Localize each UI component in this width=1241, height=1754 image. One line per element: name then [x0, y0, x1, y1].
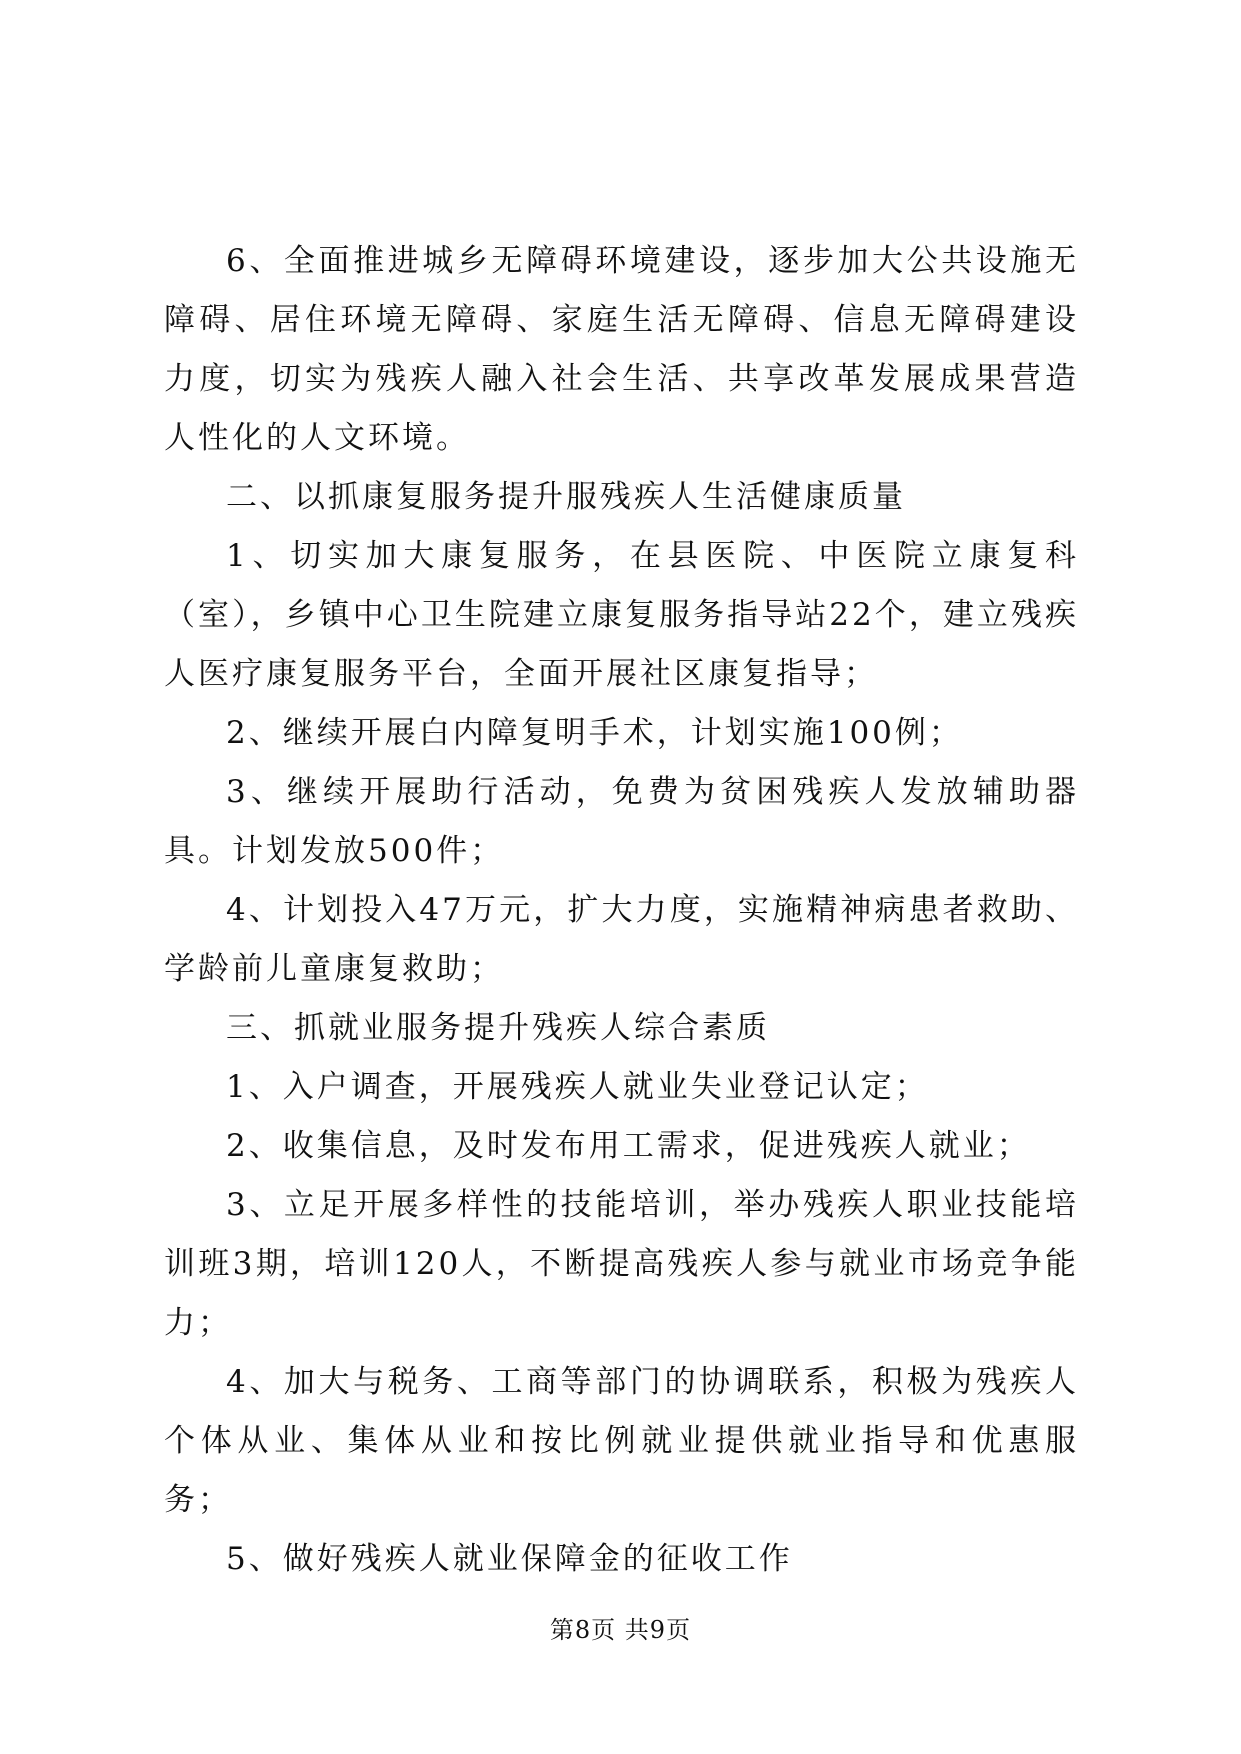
section-heading-rehabilitation: 二、以抓康复服务提升服残疾人生活健康质量 [226, 479, 906, 515]
paragraph-rehab-2: 2、继续开展白内障复明手术，计划实施100例； [226, 715, 963, 751]
page-number-footer: 第8页 共9页 [549, 1616, 692, 1644]
paragraph-rehab-3: 3、继续开展助行活动，免费为贫困残疾人发放辅助器具。计划发放500件； [164, 774, 1079, 869]
paragraph-employment-3: 3、立足开展多样性的技能培训，举办残疾人职业技能培训班3期，培训120人，不断提高残疾人参与就业市场竞争能力； [164, 1187, 1079, 1341]
paragraph-employment-2: 2、收集信息，及时发布用工需求，促进残疾人就业； [226, 1128, 1031, 1164]
paragraph-employment-4: 4、加大与税务、工商等部门的协调联系，积极为残疾人个体从业、集体从业和按比例就业提供就业指导和优惠服务； [164, 1364, 1079, 1518]
paragraph-employment-5: 5、做好残疾人就业保障金的征收工作 [226, 1541, 793, 1577]
paragraph-rehab-1: 1、切实加大康复服务，在县医院、中医院立康复科（室），乡镇中心卫生院建立康复服务指导站22个，建立残疾人医疗康复服务平台，全面开展社区康复指导； [164, 538, 1079, 692]
paragraph-barrier-free: 6、全面推进城乡无障碍环境建设，逐步加大公共设施无障碍、居住环境无障碍、家庭生活无障碍、信息无障碍建设力度，切实为残疾人融入社会生活、共享改革发展成果营造人性化的人文环境。 [164, 243, 1079, 456]
document-body [164, 232, 1079, 1589]
paragraph-rehab-4: 4、计划投入47万元，扩大力度，实施精神病患者救助、学龄前儿童康复救助； [164, 892, 1079, 987]
paragraph-employment-1: 1、入户调查，开展残疾人就业失业登记认定； [226, 1069, 929, 1105]
section-heading-employment: 三、抓就业服务提升残疾人综合素质 [226, 1010, 770, 1046]
